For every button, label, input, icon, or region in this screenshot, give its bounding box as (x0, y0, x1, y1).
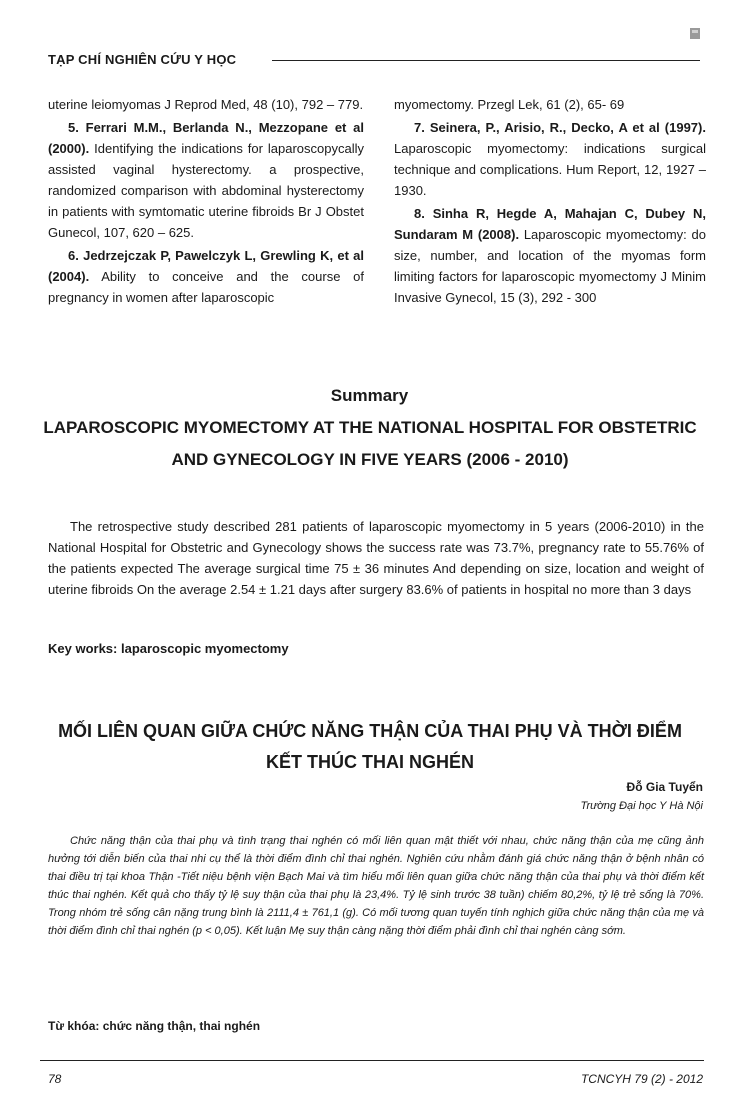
page-number: 78 (48, 1072, 62, 1086)
reference-entry (394, 94, 706, 115)
reference-number: 6. (68, 248, 79, 263)
reference-text: Identifying the indications for laparoscopycally assisted vaginal hysterectomy. a prospective, randomized comparison with abdominal hysterectomy in patients with symtomatic uterine fibroids Br J Obstet Gunecol, 107, 620 – 625. (48, 141, 364, 240)
footer-rule (40, 1060, 704, 1061)
references-left-column (48, 94, 364, 308)
article-affiliation: Trường Đại học Y Hà Nội (580, 800, 703, 812)
reference-number: 7. (414, 120, 425, 135)
article-title: MỐI LIÊN QUAN GIỮA CHỨC NĂNG THẬN CỦA THAI PHỤ VÀ THỜI ĐIỂM KẾT THÚC THAI NGHÉN (58, 721, 682, 772)
reference-number: 8. (414, 206, 425, 221)
reference-entry (48, 117, 364, 243)
article-abstract: Chức năng thận của thai phụ và tình trạng thai nghén có mối liên quan mật thiết với nhau, chức năng thận của mẹ cũng ảnh hưởng tới diễn biến của thai nhi cụ thể là thời điểm đình chỉ thai nghén. Nghiên cứu nhằm đánh giá chức năng thận ở bệnh nhân có thai điều trị tại khoa Thận -Tiết niệu bệnh viện Bạch Mai và tìm hiểu mối liên quan giữa chức năng thận của thai phụ và thời điểm kết thúc thai nghén. Kết quả cho thấy tỷ lệ suy thận của thai phụ là 23,4%. Tỷ lệ sinh trước 38 tuần) chiếm 80,2%, tỷ lệ trẻ sống là 70%. Trong nhóm trẻ sống cân nặng trung bình là 2111,4 ± 761,1 (g). Có mối tương quan tuyến tính nghịch giữa chức năng thận của mẹ và thời điểm đình chỉ thai nghén (p < 0,05). Kết luận Mẹ suy thận càng nặng thời điểm phải đình chỉ thai nghén càng sớm. (48, 835, 704, 937)
reference-entry (394, 117, 706, 201)
corner-mark-icon (688, 26, 702, 42)
reference-number: 5. (68, 120, 79, 135)
references-right-column (394, 94, 706, 308)
article-keywords: Từ khóa: chức năng thận, thai nghén (48, 1019, 261, 1033)
reference-entry (48, 94, 364, 115)
reference-authors: Seinera, P., Arisio, R., Decko, A et al (1997). (429, 120, 706, 135)
reference-entry (394, 203, 706, 308)
reference-text: Laparoscopic myomectomy: do size, number, and location of the myomas form limiting factors for laparoscopic myomectomy J Minim Invasive Gynecol, 15 (3), 292 - 300 (394, 227, 706, 305)
reference-authors: Jedrzejczak P, Pawelczyk L, Grewling K, et al (2004). (48, 248, 364, 284)
reference-text: Ability to conceive and the course of pregnancy in women after laparoscopic (48, 269, 364, 305)
journal-header: TẠP CHÍ NGHIÊN CỨU Y HỌC (48, 52, 237, 67)
reference-text: Laparoscopic myomectomy: indications surgical technique and complications. Hum Report, 12, 1927 – 1930. (394, 141, 706, 198)
article-author: Đỗ Gia Tuyển (626, 780, 703, 794)
summary-heading: Summary (330, 386, 409, 405)
header-rule (272, 60, 700, 61)
footer-journal-issue: TCNCYH 79 (2) - 2012 (580, 1072, 703, 1086)
reference-text: myomectomy. Przegl Lek, 61 (2), 65- 69 (394, 97, 625, 112)
reference-authors: Ferrari M.M., Berlanda N., Mezzopane et al (2000). (48, 120, 364, 156)
summary-keywords: Key works: laparoscopic myomectomy (48, 641, 289, 656)
summary-title: LAPAROSCOPIC MYOMECTOMY AT THE NATIONAL HOSPITAL FOR OBSTETRIC AND GYNECOLOGY IN FIVE YEARS (2006 - 2010) (43, 418, 697, 469)
summary-body: The retrospective study described 281 patients of laparoscopic myomectomy in 5 years (2006-2010) in the National Hospital for Obstetric and Gynecology shows the success rate was 73.7%, pregnancy rate to 55.76% of the patients expected The average surgical time 75 ± 36 minutes And depending on size, location and weight of uterine fibroids On the average 2.54 ± 1.21 days after surgery 83.6% of patients in hospital no more than 3 days (48, 519, 704, 597)
reference-authors: Sinha R, Hegde A, Mahajan C, Dubey N, Sundaram M (2008). (394, 206, 706, 242)
reference-text: uterine leiomyomas J Reprod Med, 48 (10), 792 – 779. (48, 97, 364, 112)
reference-entry (48, 245, 364, 308)
